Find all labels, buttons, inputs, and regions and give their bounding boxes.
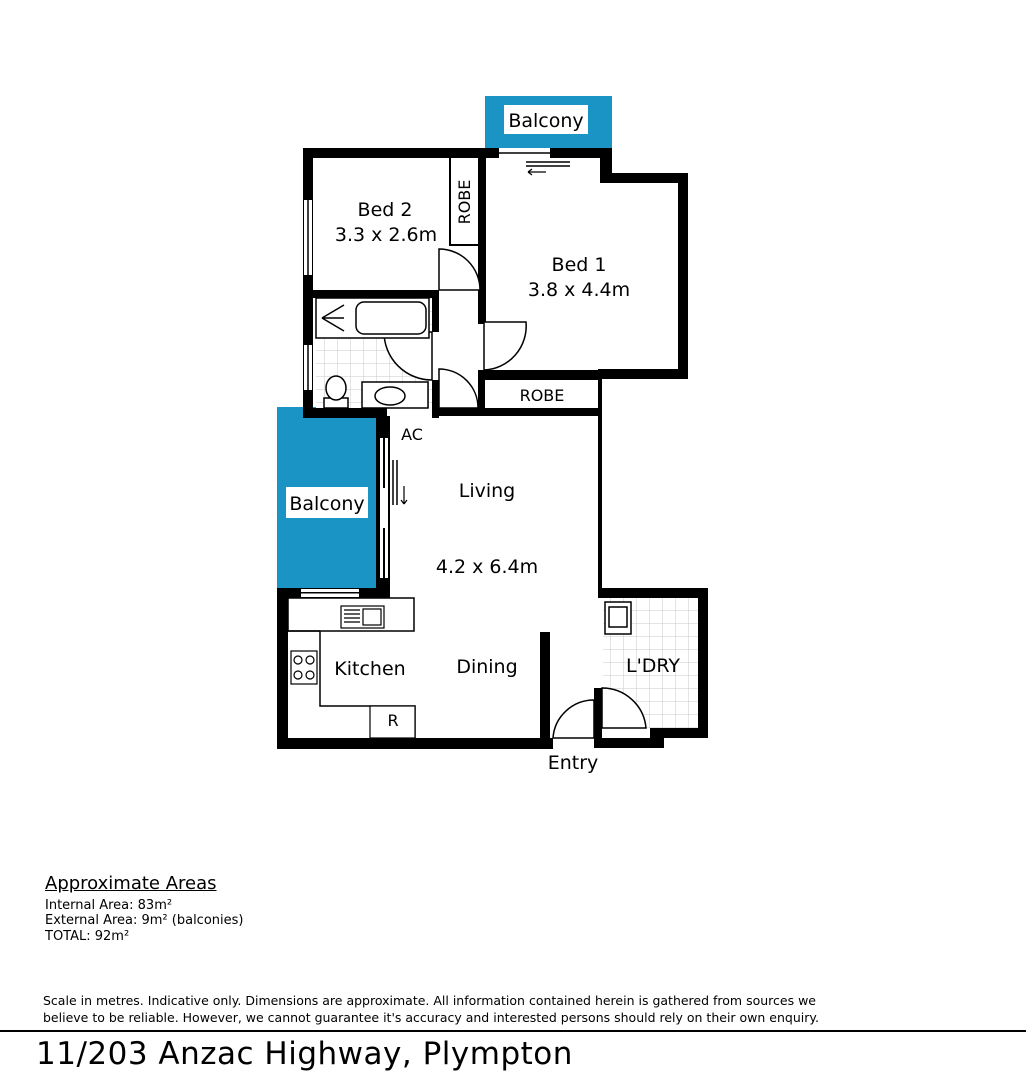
disclaimer: Scale in metres. Indicative only. Dimensions are approximate. All information contained herein is gathered from sources we believe to be reliable. However, we cannot guarantee it's accuracy and interested persons should rely on their own enquiry. <box>43 993 819 1025</box>
bed2-name: Bed 2 <box>357 199 413 221</box>
bed2-size: 3.3 x 2.6m <box>334 224 438 246</box>
fridge-label: R <box>387 711 399 730</box>
kitchen-label: Kitchen <box>334 658 406 680</box>
approximate-areas <box>45 873 243 944</box>
total-area: TOTAL: 92m² <box>45 928 130 944</box>
bed1-size: 3.8 x 4.4m <box>527 279 631 301</box>
bed2-window <box>304 200 312 275</box>
bathtub <box>316 298 429 338</box>
living-size: 4.2 x 6.4m <box>435 556 539 578</box>
balcony-side-label: Balcony <box>289 493 365 515</box>
external-area: External Area: 9m² (balconies) <box>45 913 244 929</box>
bed1-name: Bed 1 <box>551 254 607 276</box>
laundry-label: L'DRY <box>625 655 681 677</box>
living-sliding-door <box>393 460 407 505</box>
divider <box>0 1030 1026 1032</box>
robe-bed1-label: ROBE <box>519 386 565 405</box>
bath-window <box>304 345 312 390</box>
balcony-top-label: Balcony <box>508 110 584 132</box>
kitchen-sink <box>341 606 384 628</box>
laundry-trough <box>605 602 631 634</box>
living-name: Living <box>458 480 516 502</box>
internal-area: Internal Area: 83m² <box>45 897 173 913</box>
toilet <box>324 376 348 408</box>
ac-label: AC <box>401 425 423 444</box>
dining-label: Dining <box>456 656 518 678</box>
property-address: 11/203 Anzac Highway, Plympton <box>36 1036 573 1072</box>
entry-label: Entry <box>547 752 599 774</box>
vanity <box>362 382 428 408</box>
cooktop <box>291 651 317 684</box>
robe-bed2-label: ROBE <box>455 179 474 225</box>
areas-title: Approximate Areas <box>45 873 217 894</box>
